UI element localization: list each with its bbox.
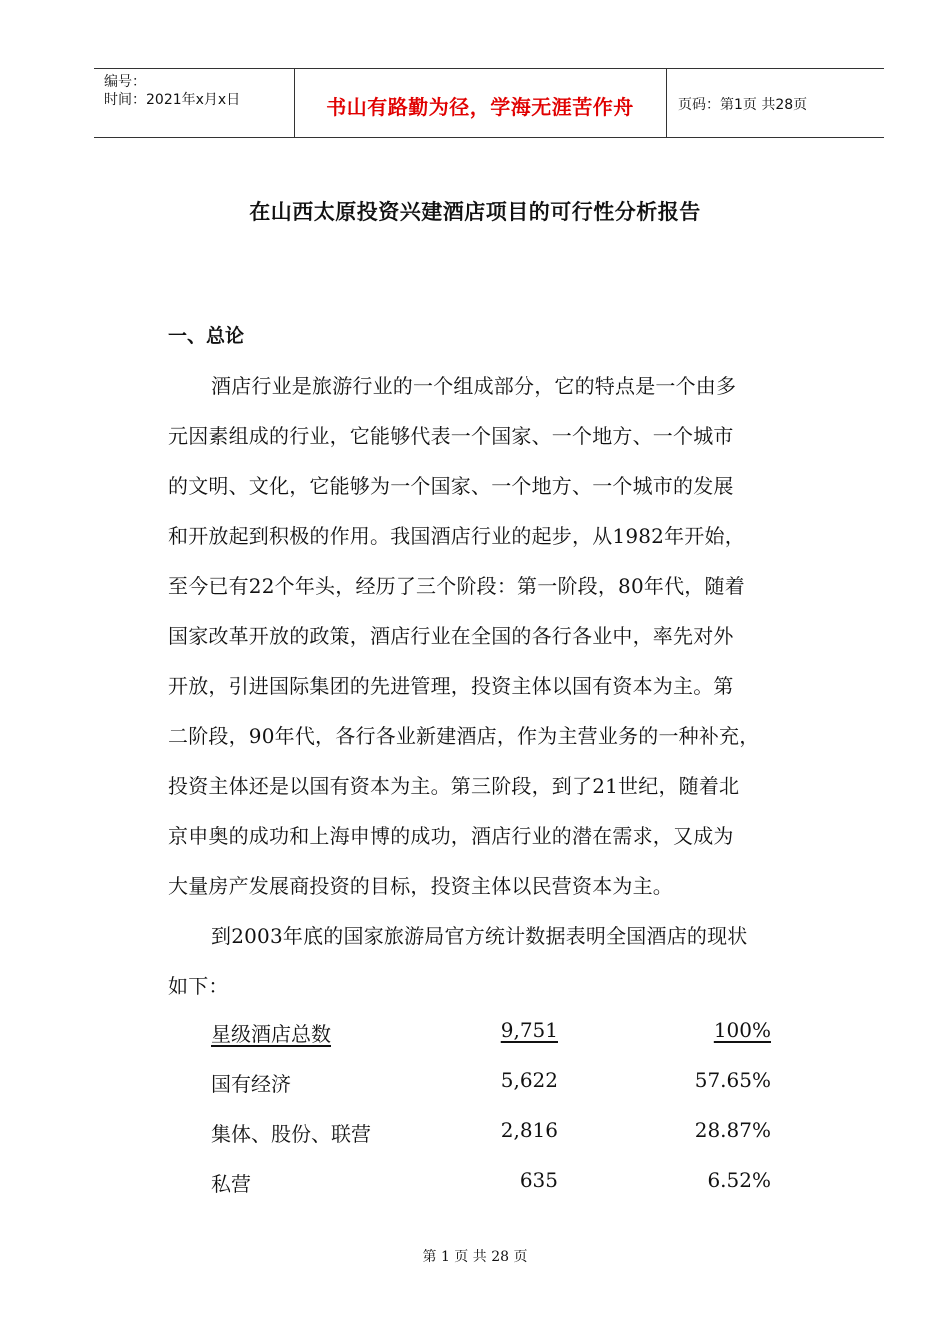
stats-count: 2,816 <box>500 1118 558 1142</box>
stats-count: 635 <box>519 1168 558 1192</box>
stats-label: 集体、股份、联营 <box>211 1122 371 1146</box>
document-time-label: 时间：2021年x月x日 <box>104 92 241 108</box>
paragraph-line: 二阶段，90年代，各行各业新建酒店，作为主营业务的一种补充， <box>168 724 760 748</box>
paragraph-line: 元因素组成的行业，它能够代表一个国家、一个地方、一个城市 <box>168 424 734 448</box>
paragraph-line: 的文明、文化，它能够为一个国家、一个地方、一个城市的发展 <box>168 474 734 498</box>
stats-label: 星级酒店总数 <box>211 1022 331 1046</box>
paragraph-line: 如下： <box>168 974 229 998</box>
paragraph-line: 投资主体还是以国有资本为主。第三阶段，到了21世纪，随着北 <box>168 774 740 798</box>
section-heading: 一、总论 <box>168 325 245 347</box>
paragraph-line: 到2003年底的国家旅游局官方统计数据表明全国酒店的现状 <box>211 924 748 948</box>
paragraph-line: 和开放起到积极的作用。我国酒店行业的起步，从1982年开始， <box>168 524 745 548</box>
paragraph-line: 酒店行业是旅游行业的一个组成部分，它的特点是一个由多 <box>211 374 737 398</box>
stats-percent: 100% <box>713 1018 771 1042</box>
stats-count: 9,751 <box>500 1018 558 1042</box>
paragraph-line: 京申奥的成功和上海申博的成功，酒店行业的潜在需求，又成为 <box>168 824 734 848</box>
stats-count: 5,622 <box>500 1068 558 1092</box>
header-motto: 书山有路勤为径，学海无涯苦作舟 <box>326 95 634 119</box>
stats-label: 国有经济 <box>211 1072 291 1096</box>
document-title: 在山西太原投资兴建酒店项目的可行性分析报告 <box>249 200 701 224</box>
stats-row <box>0 1168 950 1198</box>
stats-row <box>0 1118 950 1148</box>
header-meta-cell <box>94 69 295 137</box>
stats-row <box>0 1068 950 1098</box>
page-footer: 第 1 页 共 28 页 <box>422 1249 528 1265</box>
paragraph-line: 大量房产发展商投资的目标，投资主体以民营资本为主。 <box>168 874 673 898</box>
header-page-code: 页码：第1页 共28页 <box>678 97 808 113</box>
stats-percent: 57.65% <box>694 1068 771 1092</box>
header-page-cell <box>668 69 884 137</box>
document-header <box>94 68 884 138</box>
stats-row-total <box>0 1018 950 1048</box>
stats-percent: 28.87% <box>694 1118 771 1142</box>
header-motto-cell <box>294 69 667 137</box>
paragraph-line: 国家改革开放的政策，酒店行业在全国的各行各业中，率先对外 <box>168 624 734 648</box>
paragraph-line: 至今已有22个年头，经历了三个阶段：第一阶段，80年代，随着 <box>168 574 745 598</box>
stats-percent: 6.52% <box>707 1168 771 1192</box>
document-number-label: 编号： <box>104 74 146 90</box>
stats-label: 私营 <box>211 1172 251 1196</box>
paragraph-line: 开放，引进国际集团的先进管理，投资主体以国有资本为主。第 <box>168 674 734 698</box>
